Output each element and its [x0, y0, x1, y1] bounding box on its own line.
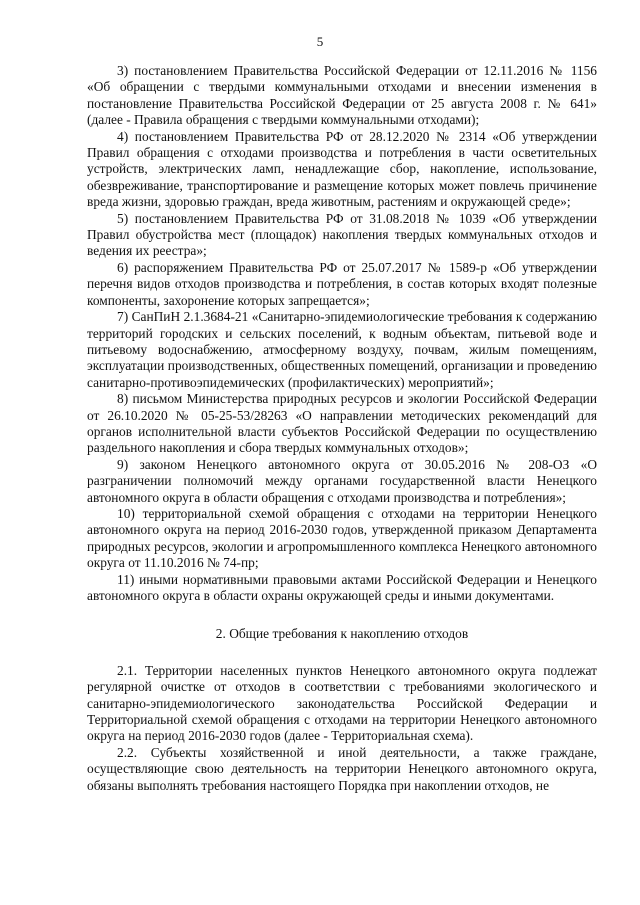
list-item-7: 7) СанПиН 2.1.3684-21 «Санитарно-эпидемиологические требования к содержанию территорий городских и сельских поселений, к водным объектам, питьевой воде и питьевому водоснабжению, атмосферному воздуху, почвам, жилым помещениям, эксплуатации производственных, общественных помещений, организации и проведению санитарно-противоэпидемических (профилактических) мероприятий»;: [87, 309, 597, 390]
page-content: [87, 63, 597, 794]
list-item-4: 4) постановлением Правительства РФ от 28.12.2020 № 2314 «Об утверждении Правил обращения с отходами производства и потребления в части осветительных устройств, электрических ламп, ненадлежащие сбор, накопление, использование, обезвреживание, транспортирование и размещение которых может повлечь причинение вреда жизни, здоровью граждан, вреда животным, растениям и окружающей среде»;: [87, 128, 597, 210]
section-paragraph-2-1: 2.1. Территории населенных пунктов Ненецкого автономного округа подлежат регулярной очистке от отходов в соответствии с требованиями экологического и санитарно-эпидемиологического законодательства Российской Федерации и Территориальной схемой обращения с отходами на территории Ненецкого автономного округа на период 2016-2030 годов (далее - Территориальная схема).: [87, 662, 597, 744]
list-item-5: 5) постановлением Правительства РФ от 31.08.2018 № 1039 «Об утверждении Правил обустройства мест (площадок) накопления твердых коммунальных отходов и ведения их реестра»;: [87, 210, 597, 259]
section-paragraph-2-2: 2.2. Субъекты хозяйственной и иной деятельности, а также граждане, осуществляющие свою деятельность на территории Ненецкого автономного округа, обязаны выполнять требования настоящего Порядка при накоплении отходов, не: [87, 744, 597, 793]
list-item-6: 6) распоряжением Правительства РФ от 25.07.2017 № 1589-р «Об утверждении перечня видов отходов производства и потребления, в состав которых входят полезные компоненты, захоронение которых запрещается»;: [87, 259, 597, 308]
list-item-10: 10) территориальной схемой обращения с отходами на территории Ненецкого автономного округа на период 2016-2030 годов, утвержденной приказом Департамента природных ресурсов, экологии и агропромышленного комплекса Ненецкого автономного округа от 11.10.2016 № 74-пр;: [87, 505, 597, 571]
section-heading: 2. Общие требования к накоплению отходов: [215, 626, 469, 642]
list-item-8: 8) письмом Министерства природных ресурсов и экологии Российской Федерации от 26.10.2020 № 05-25-53/28263 «О направлении методических рекомендаций для органов исполнительной власти субъектов Российской Федерации по осуществлению раздельного накопления и сбора твердых коммунальных отходов»;: [87, 391, 597, 456]
list-item-9: 9) законом Ненецкого автономного округа от 30.05.2016 № 208-ОЗ «О разграничении полномочий между органами государственной власти Ненецкого автономного округа в области обращения с отходами производства и потребления»;: [87, 456, 597, 505]
page-number: 5: [316, 34, 324, 49]
list-item-3: 3) постановлением Правительства Российской Федерации от 12.11.2016 № 1156 «Об обращении с твердыми коммунальными отходами и внесении изменения в постановление Правительства Российской Федерации от 25 августа 2008 г. № 641» (далее - Правила обращения с твердыми коммунальными отходами);: [87, 63, 597, 128]
list-item-11: 11) иными нормативными правовыми актами Российской Федерации и Ненецкого автономного округа в области охраны окружающей среды и иными документами.: [87, 571, 597, 603]
